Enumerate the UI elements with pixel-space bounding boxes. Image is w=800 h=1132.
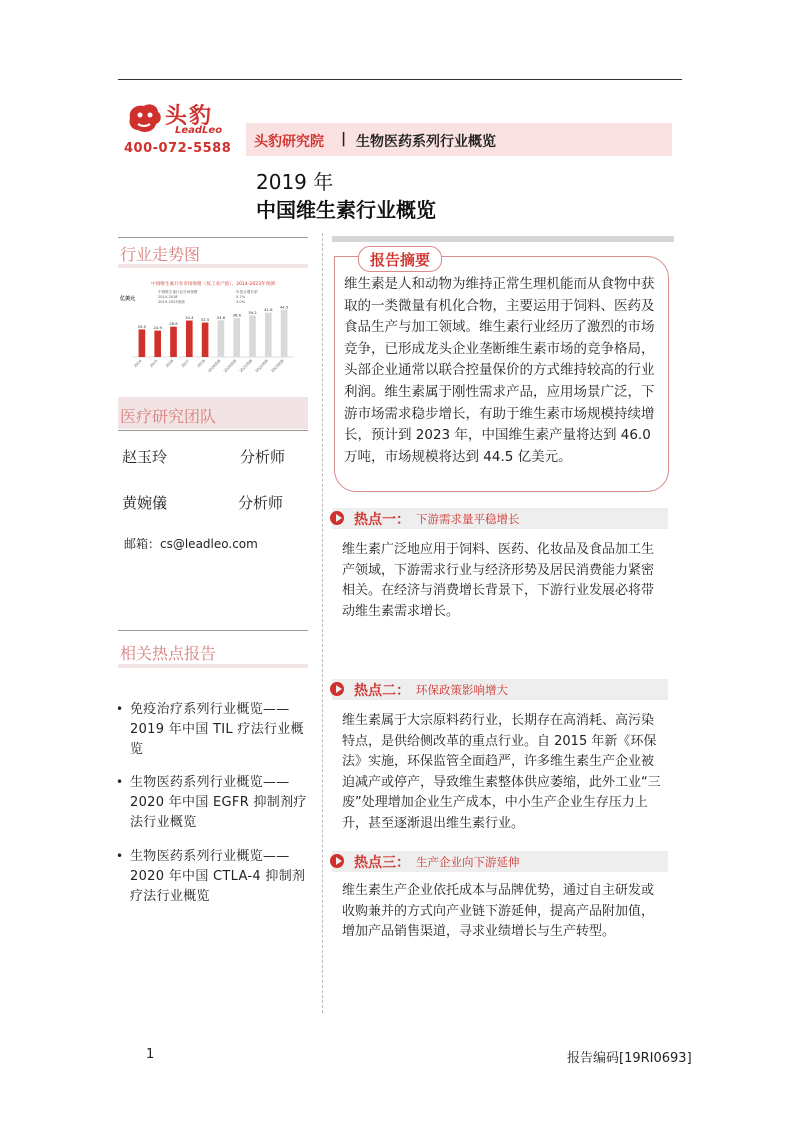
logo-text: 头豹: [165, 104, 214, 129]
chart-tick-label: 2023预测: [270, 358, 285, 374]
chart-legend-label: 中国维生素行业市场规模: [158, 290, 198, 294]
institute-name: 头豹研究院: [254, 134, 324, 150]
abstract-top-bar: [332, 236, 674, 242]
chart-bar: [218, 320, 225, 357]
contact-email[interactable]: 邮箱：cs@leadleo.com: [124, 537, 258, 551]
chart-legend-label: 3.0%: [236, 300, 246, 304]
chart-value-label: 44.5: [279, 304, 289, 310]
chart-bar: [265, 313, 272, 357]
chart-legend-label: 年复合增长率: [236, 290, 258, 294]
page-number: 1: [146, 1047, 155, 1062]
chart-tick-label: 2021预测: [238, 358, 254, 374]
bullet-icon: •: [116, 775, 124, 789]
hotspot-subtitle: 下游需求量平稳增长: [416, 512, 520, 526]
report-code: 报告编码[19RI0693]: [567, 1051, 692, 1066]
hotspot-text: 维生素生产企业依托成本与品牌优势，通过自主研发或收购兼并的方式向产业链下游延伸，提高产品附加值，增加产品销售渠道，寻求业绩增长与生产转型。: [342, 883, 655, 940]
hotspot-title: 热点一：: [354, 512, 410, 528]
chart-value-label: 34.4: [185, 315, 194, 321]
chart-bar: [281, 310, 288, 357]
hotspot-subtitle: 生产企业向下游延伸: [416, 855, 520, 869]
chart-bar: [170, 327, 177, 357]
chart-value-label: 24.9: [153, 325, 162, 331]
related-divider: [118, 630, 308, 631]
team-divider: [118, 430, 308, 431]
chart-tick-label: 2015: [149, 358, 159, 369]
chart-legend-label: 2014-2018: [158, 295, 178, 299]
related-heading-band: [118, 664, 308, 668]
chart-bar: [249, 315, 256, 357]
chart-ylabel: 亿美元: [120, 296, 136, 302]
chart-value-label: 41.8: [264, 307, 273, 313]
hotspot-title: 热点二：: [354, 683, 410, 699]
abstract-heading: 报告摘要: [370, 251, 431, 269]
chart-bar: [154, 331, 161, 357]
chart-tick-label: 2018: [196, 358, 206, 369]
chart-tick-label: 2019预测: [207, 358, 222, 374]
chart-value-label: 32.5: [200, 317, 210, 323]
phone-number: 400-072-5588: [124, 141, 232, 156]
play-icon: [330, 682, 344, 696]
chart-value-label: 34.6: [216, 314, 226, 320]
related-report-link[interactable]: 生物医药系列行业概览——2020 年中国 EGFR 抑制剂疗法行业概览: [130, 775, 307, 830]
sidebar-divider: [118, 237, 308, 238]
analyst-name: 黄婉儀: [122, 494, 168, 512]
play-icon: [330, 511, 344, 525]
top-rule: [118, 79, 682, 80]
leadleo-logo-icon: [124, 100, 164, 136]
hotspot-text: 维生素广泛地应用于饲料、医药、化妆品及食品加工生产领域，下游需求行业与经济形势及居民消费能力紧密相关。在经济与消费增长背景下，下游行业发展必将带动维生素需求增长。: [342, 542, 655, 619]
chart-value-label: 39.2: [248, 309, 257, 315]
analyst-role: 分析师: [238, 494, 284, 512]
chart-legend-label: 2019-2023预测: [158, 300, 185, 304]
related-report-link[interactable]: 生物医药系列行业概览——2020 年中国 CTLA-4 抑制剂疗法行业概览: [130, 849, 306, 904]
trend-chart: [118, 276, 308, 376]
chart-tick-label: 2016: [164, 358, 175, 369]
series-name: 生物医药系列行业概览: [356, 134, 496, 150]
bullet-icon: •: [116, 702, 124, 716]
logo-subtext: LeadLeo: [175, 125, 223, 136]
abstract-text: 维生素是人和动物为维持正常生理机能而从食物中获取的一类微量有机化合物，主要运用于饲料、医药及食品生产与加工领域。维生素行业经历了激烈的市场竞争，已形成龙头企业垄断维生素市场的竞争格局，头部企业通常以联合控量保价的方式维持较高的行业利润。维生素属于刚性需求产品，应用场景广泛，下游市场需求稳步增长，有助于维生素市场规模持续增长，预计到 2023 年，中国维生素产量将达到 46.0 万吨，市场规模将达到 44.5 亿美元。: [344, 276, 655, 465]
chart-tick-label: 2020预测: [223, 358, 238, 374]
chart-bar: [233, 318, 240, 357]
related-heading: 相关热点报告: [120, 644, 217, 663]
chart-value-label: 36.6: [232, 312, 241, 318]
trend-heading-band: [118, 264, 308, 268]
analyst-name: 赵玉玲: [122, 448, 168, 466]
report-year: 2019 年: [256, 170, 334, 194]
chart-bar: [202, 323, 209, 357]
chart-title: 中国维生素行业市场规模（按工业产值），2014-2023年预测: [151, 282, 275, 287]
hotspot-text: 维生素属于大宗原料药行业，长期存在高消耗、高污染特点，是供给侧改革的重点行业。自 2015 年新《环保法》实施，环保监管全面趋严，许多维生素生产企业被迫减产或停产，导致维生素整体供应萎缩，此外工业“三废”处理增加企业生产成本，中小生产企业生存压力上升，甚至逐渐退出维生素行业。: [342, 713, 661, 831]
chart-value-label: 26.0: [137, 323, 147, 329]
hotspot-subtitle: 环保政策影响增大: [416, 683, 508, 697]
chart-bar: [186, 321, 193, 357]
chart-bar: [139, 329, 146, 357]
chart-legend-label: 5.7%: [236, 295, 246, 299]
column-divider: [322, 233, 323, 1013]
related-report-link[interactable]: 免疫治疗系列行业概览——2019 年中国 TIL 疗法行业概览: [130, 702, 304, 757]
header-separator: |: [341, 131, 347, 147]
page-title: 中国维生素行业概览: [256, 198, 436, 222]
chart-tick-label: 2022预测: [254, 358, 270, 374]
bullet-icon: •: [116, 849, 124, 863]
hotspot-title: 热点三：: [354, 855, 410, 871]
trend-heading: 行业走势图: [120, 245, 201, 264]
chart-tick-label: 2014: [133, 358, 143, 369]
analyst-role: 分析师: [240, 448, 286, 466]
play-icon: [330, 854, 344, 868]
chart-value-label: 28.6: [169, 321, 178, 327]
team-heading: 医疗研究团队: [120, 407, 217, 426]
chart-tick-label: 2017: [180, 358, 191, 369]
